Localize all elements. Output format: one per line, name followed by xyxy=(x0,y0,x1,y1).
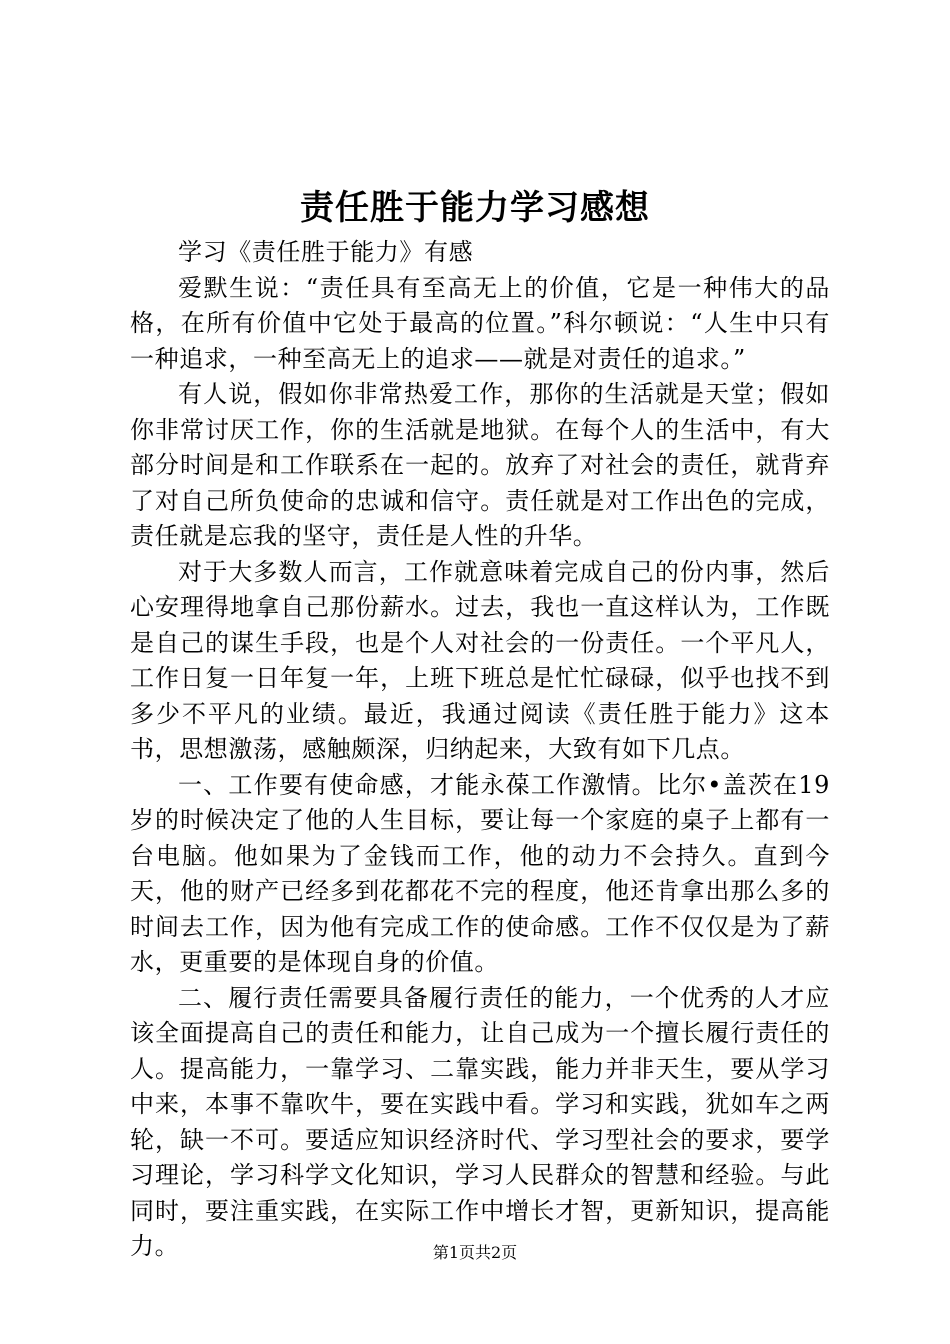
paragraph-subtitle: 学习《责任胜于能力》有感 xyxy=(178,238,474,266)
paragraph-reflection: 对于大多数人而言，工作就意味着完成自己的份内事，然后心安理得地拿自己那份薪水。过去，我也一直这样认为，工作既是自己的谋生手段，也是个人对社会的一份责任。一个平凡人，工作日复一日年复一年，上班下班总是忙忙碌碌，似乎也找不到多少不平凡的业绩。最近，我通过阅读《责任胜于能力》这本书，思想激荡，感触颇深，归纳起来，大致有如下几点。 xyxy=(130,557,830,763)
page-footer xyxy=(0,1242,950,1264)
paragraph-work-attitude: 有人说，假如你非常热爱工作，那你的生活就是天堂；假如你非常讨厌工作，你的生活就是地狱。在每个人的生活中，有大部分时间是和工作联系在一起的。放弃了对社会的责任，就背弃了对自己所负使命的忠诚和信守。责任就是对工作出色的完成，责任就是忘我的坚守，责任是人性的升华。 xyxy=(130,380,830,550)
paragraph-quotes: 爱默生说：“责任具有至高无上的价值，它是一种伟大的品格，在所有价值中它处于最高的位置。”科尔顿说：“人生中只有一种追求，一种至高无上的追求——就是对责任的追求。” xyxy=(130,273,830,373)
document-title: 责任胜于能力学习感想 xyxy=(300,188,650,228)
page-number-current: 第1页 xyxy=(432,1243,475,1262)
document-body xyxy=(130,235,830,1265)
paragraph-point-two: 二、履行责任需要具备履行责任的能力，一个优秀的人才应该全面提高自己的责任和能力，让自己成为一个擅长履行责任的人。提高能力，一靠学习、二靠实践，能力并非天生，要从学习中来，本事不靠吹牛，要在实践中看。学习和实践，犹如车之两轮，缺一不可。要适应知识经济时代、学习型社会的要求，要学习理论，学习科学文化知识，学习人民群众的智慧和经验。与此同时，要注重实践，在实际工作中增长才智，更新知识，提高能力。 xyxy=(130,983,830,1260)
page-number-total: 共2页 xyxy=(475,1243,518,1262)
paragraph-point-one: 一、工作要有使命感，才能永葆工作激情。比尔•盖茨在19岁的时候决定了他的人生目标，要让每一个家庭的桌子上都有一台电脑。他如果为了金钱而工作，他的动力不会持久。直到今天，他的财产已经多到花都花不完的程度，他还肯拿出那么多的时间去工作，因为他有完成工作的使命感。工作不仅仅是为了薪水，更重要的是体现自身的价值。 xyxy=(130,770,830,976)
